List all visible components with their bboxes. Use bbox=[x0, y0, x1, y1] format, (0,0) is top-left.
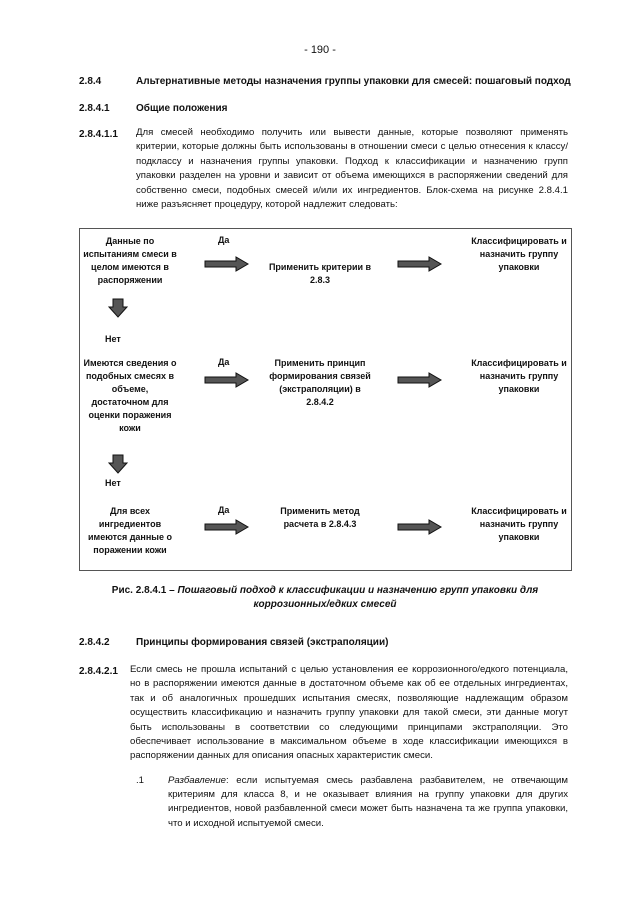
right-arrow-icon bbox=[204, 372, 249, 388]
paragraph-number: 2.8.4.1.1 bbox=[79, 129, 118, 140]
flow-no-label: Нет bbox=[105, 478, 121, 488]
section-title: Общие положения bbox=[136, 103, 228, 114]
section-title: Альтернативные методы назначения группы упаковки для смесей: пошаговый подход bbox=[136, 76, 571, 87]
flow-condition-1: Данные по испытаниям смеси в целом имеются в распоряжении bbox=[83, 236, 177, 285]
right-arrow-icon bbox=[204, 519, 249, 535]
section-number: 2.8.4.1 bbox=[79, 103, 110, 114]
right-arrow-icon bbox=[397, 372, 442, 388]
flow-yes-label: Да bbox=[218, 505, 230, 515]
list-item-body: : если испытуемая смесь разбавлена разбавителем, не отвечающим критериям для класса 8, и не оказывает влияния на группу упаковки для других ингредиентов, новой разбавленной смеси может быть назначена та же группа упаковки, что и исходной испытуемой смеси. bbox=[168, 775, 568, 829]
flow-result-1: Классифицировать и назначить группу упаковки bbox=[471, 236, 567, 272]
flow-yes-label: Да bbox=[218, 357, 230, 367]
down-arrow-icon bbox=[108, 298, 128, 318]
flow-result-2: Классифицировать и назначить группу упаковки bbox=[471, 358, 567, 394]
flow-action-2: Применить принцип формирования связей (экстраполяции) в 2.8.4.2 bbox=[269, 358, 371, 407]
paragraph-text: Если смесь не прошла испытаний с целью установления ее коррозионного/едкого потенциала, но в распоряжении имеются данные в достаточном объеме как об ее отдельных ингредиентах, так и об аналогичных прошедших испытания смесях, позволяющие надлежащим образом осуществить классификацию и назначить группу упаковки для такой смеси, эти данные могут быть использованы в соответствии со следующими принципами экстраполяции. Это обеспечивает использование в максимальном объеме в ходе классификации имеющихся в распоряжении данных для описания опасных характеристик смеси. bbox=[130, 664, 568, 762]
page-number: - 190 - bbox=[304, 44, 336, 56]
caption-prefix: Рис. 2.8.4.1 – bbox=[111, 585, 178, 596]
paragraph-number: 2.8.4.2.1 bbox=[79, 666, 118, 677]
flowchart bbox=[79, 228, 572, 571]
down-arrow-icon bbox=[108, 454, 128, 474]
section-number: 2.8.4.2 bbox=[79, 637, 110, 648]
flow-action-1: Применить критерии в 2.8.3 bbox=[268, 262, 372, 285]
flow-condition-2: Имеются сведения о подобных смесях в объеме, достаточном для оценки поражения кожи bbox=[83, 358, 177, 433]
right-arrow-icon bbox=[397, 519, 442, 535]
right-arrow-icon bbox=[204, 256, 249, 272]
flow-condition-3: Для всех ингредиентов имеются данные о поражении кожи bbox=[88, 506, 172, 555]
section-title: Принципы формирования связей (экстраполяции) bbox=[136, 637, 389, 648]
flow-action-3: Применить метод расчета в 2.8.4.3 bbox=[280, 506, 360, 529]
caption-text: Пошаговый подход к классификации и назначению групп упаковки для коррозионных/едких смесей bbox=[177, 585, 539, 610]
flow-result-3: Классифицировать и назначить группу упаковки bbox=[471, 506, 567, 542]
flow-no-label: Нет bbox=[105, 334, 121, 344]
figure-caption bbox=[100, 584, 550, 612]
list-item-term: Разбавление bbox=[168, 775, 226, 786]
section-number: 2.8.4 bbox=[79, 76, 102, 87]
paragraph-text: Для смесей необходимо получить или вывести данные, которые позволяют применять критерии, которые должны быть использованы в отношении смеси с целью отнесения к классу/подклассу и назначения группы упаковки. Подход к классификации и назначению групп упаковки разделен на уровни и зависит от объема имеющихся в распоряжении сведений для собственно смеси, подобных смесей и/или их ингредиентов. Блок-схема на рисунке 2.8.4.1 ниже разъясняет процедуру, которой надлежит следовать: bbox=[136, 127, 568, 211]
flow-yes-label: Да bbox=[218, 235, 230, 245]
list-item-number: .1 bbox=[136, 775, 145, 786]
right-arrow-icon bbox=[397, 256, 442, 272]
list-item-text bbox=[168, 774, 568, 831]
